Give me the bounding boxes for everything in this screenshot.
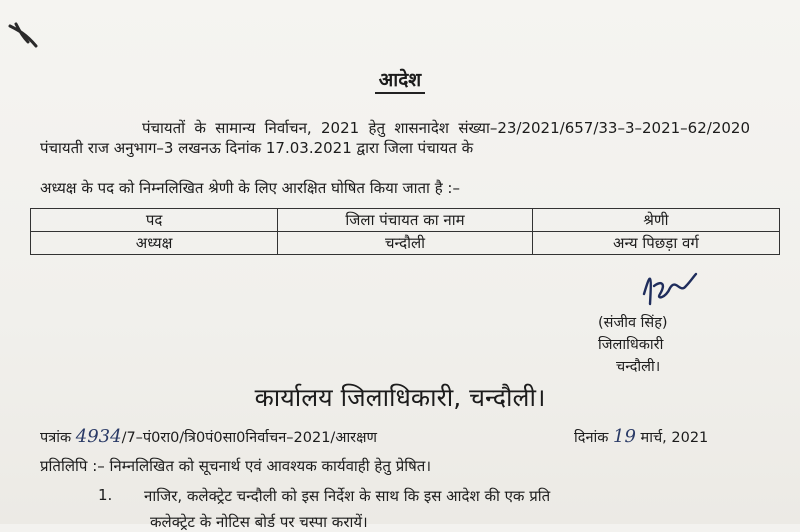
handwritten-signature-icon [636,264,700,308]
reservation-table [30,208,780,255]
date-month-year: मार्च, 2021 [640,430,709,446]
cell-district: चन्दौली [278,232,533,255]
date-label: दिनांक [574,430,609,446]
signatory-place: चन्दौली। [616,359,661,375]
order-heading: आदेश [0,66,800,92]
reference-line [40,426,377,447]
signature-block [598,312,668,378]
reference-label: पत्रांक [40,430,72,446]
signatory-name: (संजीव सिंह) [598,315,668,331]
header-category: श्रेणी [532,209,779,232]
signatory-designation: जिलाधिकारी [598,337,664,353]
header-post: पद [31,209,278,232]
date-line [574,426,708,447]
office-title: कार्यालय जिलाधिकारी, चन्दौली। [254,383,546,412]
cell-category: अन्य पिछड़ा वर्ग [532,232,779,255]
header-district: जिला पंचायत का नाम [278,209,533,232]
reference-code: /7–पं0रा0/त्रि0पं0सा0निर्वाचन–2021/आरक्षण [121,430,377,446]
copy-item-number: 1. [98,486,113,504]
order-text-line-2: अध्यक्ष के पद को निम्नलिखित श्रेणी के लिए आरक्षित घोषित किया जाता है :– [40,179,460,197]
copy-to-line: प्रतिलिपि :– निम्नलिखित को सूचनार्थ एवं आवश्यक कार्यवाही हेतु प्रेषित। [40,457,432,475]
table-row [31,232,780,255]
order-text-line-1: पंचायतों के सामान्य निर्वाचन, 2021 हेतु शासनादेश संख्या–23/2021/657/33–3–2021–62/2020 पंचायती राज अनुभाग–3 लखनऊ दिनांक 17.03.2021 द्वारा जिला पंचायत के [40,119,750,157]
table-header-row [31,209,780,232]
copy-item-1-text-continued: कलेक्ट्रेट के नोटिस बोर्ड पर चस्पा करायें। [150,513,368,531]
copy-item-1-text: नाजिर, कलेक्ट्रेट चन्दौली को इस निर्देश के साथ कि इस आदेश की एक प्रति [144,487,551,505]
date-day: 19 [613,426,636,447]
pen-mark-icon [6,20,46,50]
cell-post: अध्यक्ष [31,232,278,255]
reference-number: 4934 [75,426,122,447]
